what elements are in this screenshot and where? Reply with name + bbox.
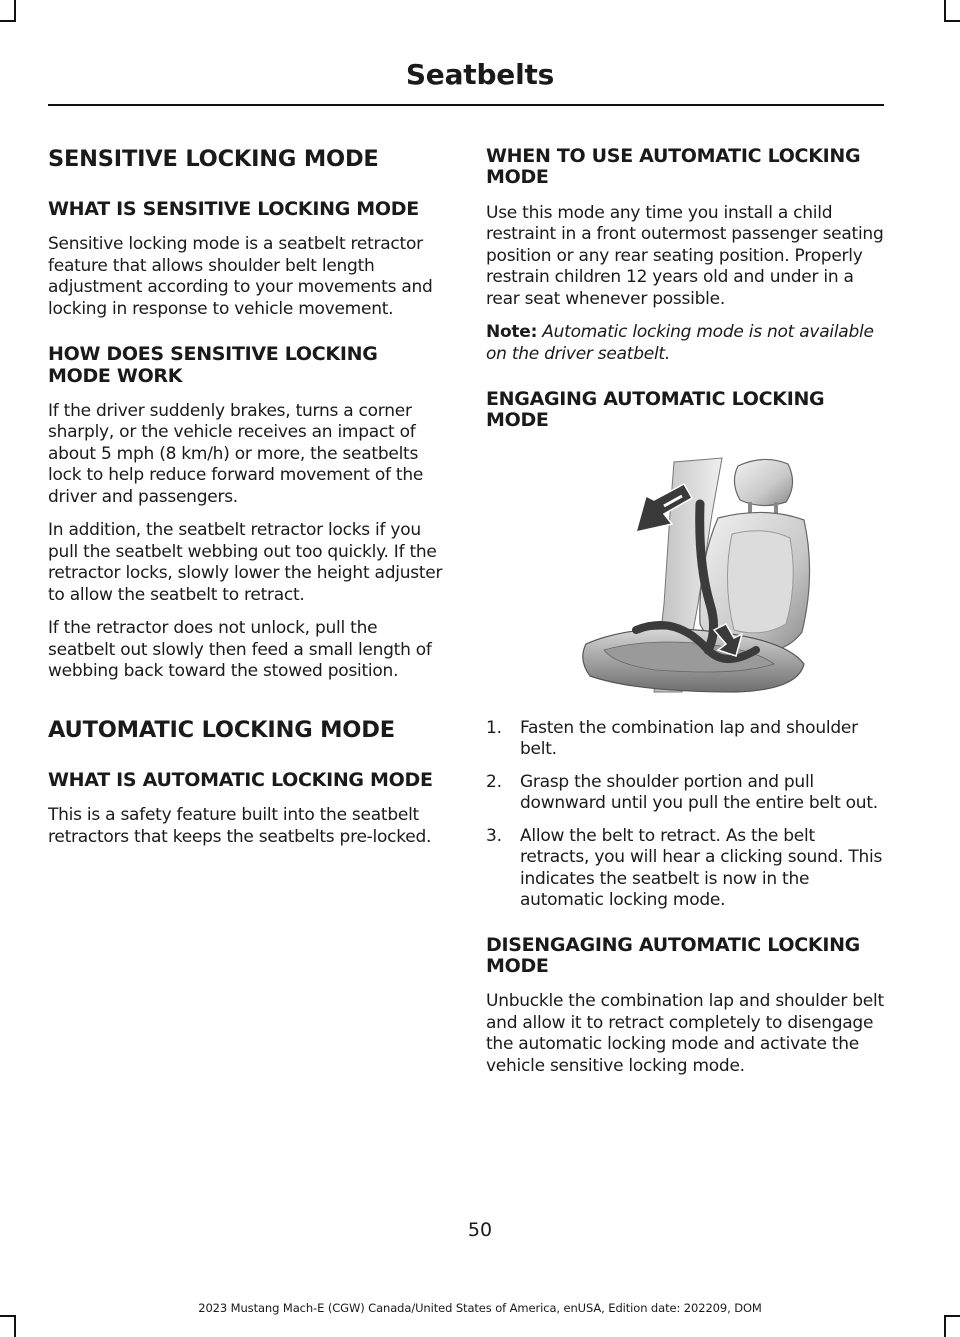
- right-column: [486, 146, 884, 1089]
- crop-mark-top-left-h: [0, 20, 16, 22]
- paragraph-when-to-use: Use this mode any time you install a child restraint in a front outermost passenger seating position or any rear seating position. Properly restrain children 12 years old and under in a rear seat whenever possible.: [486, 202, 884, 309]
- paragraph-how-1: If the driver suddenly brakes, turns a corner sharply, or the vehicle receives an impact of about 5 mph (8 km/h) or more, the seatbelts lock to help reduce forward movement of the driver and passengers.: [48, 400, 424, 507]
- step-number: 2.: [486, 771, 502, 792]
- paragraph-what-is-automatic: This is a safety feature built into the seatbelt retractors that keeps the seatbelts pre-locked.: [48, 805, 432, 847]
- note-text: Automatic locking mode is not available on the driver seatbelt.: [486, 322, 874, 364]
- crop-mark-bottom-right-v: [944, 1315, 946, 1337]
- heading-engaging-automatic: ENGAGING AUTOMATIC LOCKING MODE: [486, 388, 825, 432]
- page-header-title: Seatbelts: [405, 58, 555, 91]
- heading-what-is-sensitive-locking: WHAT IS SENSITIVE LOCKING MODE: [48, 198, 419, 220]
- heading-what-is-automatic-locking: WHAT IS AUTOMATIC LOCKING MODE: [48, 768, 433, 791]
- left-column: [48, 146, 446, 860]
- crop-mark-top-right-v: [944, 0, 946, 22]
- crop-mark-bottom-left-v: [14, 1315, 16, 1337]
- list-item: [486, 826, 884, 912]
- engaging-steps-list: [486, 718, 884, 912]
- step-number: 3.: [486, 825, 502, 846]
- heading-when-to-use-automatic: WHEN TO USE AUTOMATIC LOCKING MODE: [486, 145, 861, 189]
- note: [486, 322, 884, 365]
- step-text: Fasten the combination lap and shoulder belt.: [520, 717, 858, 760]
- paragraph-how-3: If the retractor does not unlock, pull the seatbelt out slowly then feed a small length of webbing back toward the stowed position.: [48, 618, 432, 682]
- heading-disengaging-automatic: DISENGAGING AUTOMATIC LOCKING MODE: [486, 933, 860, 977]
- seat-belt-illustration: [486, 454, 884, 694]
- step-number: 1.: [486, 717, 502, 738]
- page-number: 50: [467, 1219, 493, 1241]
- page-footer: 2023 Mustang Mach-E (CGW) Canada/United States of America, enUSA, Edition date: 202209, DOM: [198, 1301, 762, 1315]
- crop-mark-top-left-v: [14, 0, 16, 22]
- seat-illustration-svg: [486, 454, 884, 694]
- list-item: [486, 772, 884, 815]
- step-text: Allow the belt to retract. As the belt retracts, you will hear a clicking sound. This indicates the seatbelt is now in the automatic locking mode.: [520, 825, 883, 911]
- crop-mark-bottom-left-h: [0, 1315, 16, 1317]
- heading-how-sensitive-locking-works: HOW DOES SENSITIVE LOCKING MODE WORK: [48, 343, 378, 387]
- crop-mark-bottom-right-h: [944, 1315, 960, 1317]
- step-text: Grasp the shoulder portion and pull downward until you pull the entire belt out.: [520, 771, 878, 814]
- paragraph-what-is-sensitive: Sensitive locking mode is a seatbelt retractor feature that allows shoulder belt length adjustment according to your movements and locking in response to vehicle movement.: [48, 234, 433, 319]
- paragraph-how-2: In addition, the seatbelt retractor locks if you pull the seatbelt webbing out too quickly. If the retractor locks, slowly lower the height adjuster to allow the seatbelt to retract.: [48, 520, 443, 605]
- note-label: Note:: [486, 322, 538, 343]
- paragraph-disengaging: Unbuckle the combination lap and shoulder belt and allow it to retract completely to disengage the automatic locking mode and activate the vehicle sensitive locking mode.: [486, 991, 884, 1076]
- header-divider: [48, 104, 884, 106]
- heading-sensitive-locking-mode: SENSITIVE LOCKING MODE: [48, 146, 379, 172]
- crop-mark-top-right-h: [944, 20, 960, 22]
- heading-automatic-locking-mode: AUTOMATIC LOCKING MODE: [48, 716, 395, 743]
- list-item: [486, 718, 884, 761]
